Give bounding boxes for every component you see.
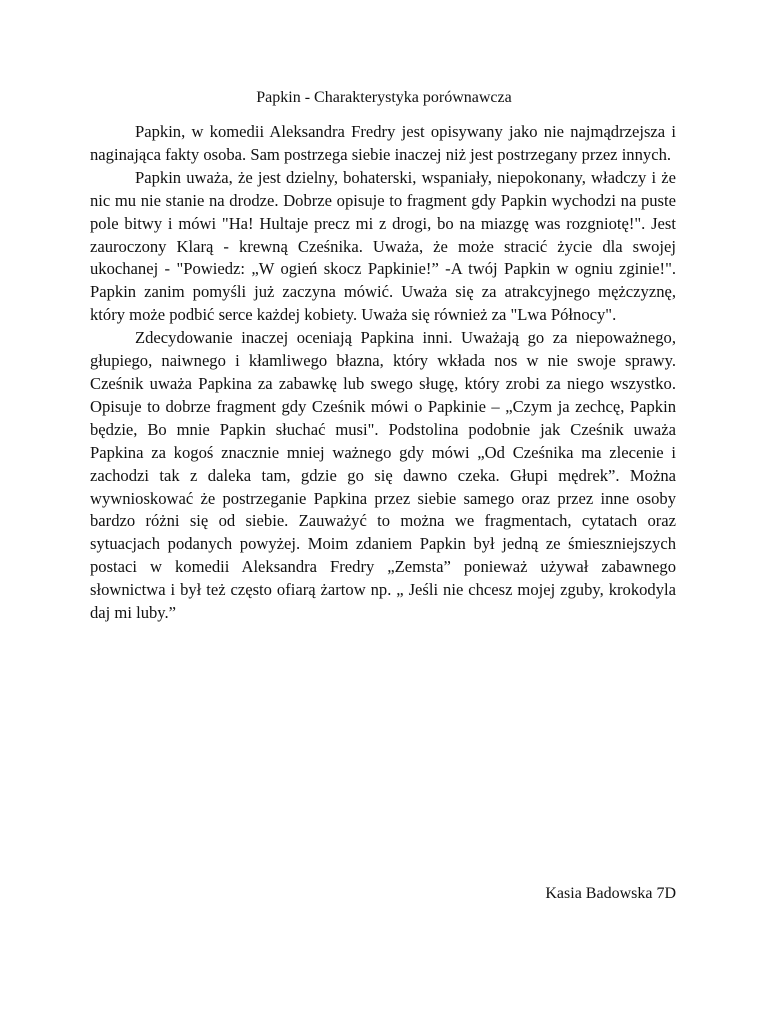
paragraph-others-perception: Zdecydowanie inaczej oceniają Papkina inni. Uważają go za niepoważnego, głupiego, naiwnego i kłamliwego błazna, który wkłada nos w nie swoje sprawy. Cześnik uważa Papkina za zabawkę lub swego sługę, który zrobi za niego wszystko. Opisuje to dobrze fragment gdy Cześnik mówi o Papkinie – „Czym ja zechcę, Papkin będzie, Bo mnie Papkin słuchać musi". Podstolina podobnie jak Cześnik uważa Papkina za kogoś znacznie mniej ważnego gdy mówi „Od Cześnika ma zlecenie i zachodzi tak z daleka tam, gdzie go się dawno czeka. Głupi mędrek”. Można wywnioskować że postrzeganie Papkina przez siebie samego oraz przez inne osoby bardzo różni się od siebie. Zauważyć to można we fragmentach, cytatach oraz sytuacjach podanych powyżej. Moim zdaniem Papkin był jedną ze śmieszniejszych postaci w komedii Aleksandra Fredry „Zemsta” ponieważ używał zabawnego słownictwa i był też często ofiarą żartow np. „ Jeśli nie chcesz mojej zguby, krokodyla daj mi luby.” [90, 328, 676, 623]
document-title: Papkin - Charakterystyka porównawcza [256, 89, 512, 106]
paragraph-intro: Papkin, w komedii Aleksandra Fredry jest opisywany jako nie najmądrzejsza i naginająca fakty osoba. Sam postrzega siebie inaczej niż jest postrzegany przez innych. [90, 122, 676, 164]
author-signature: Kasia Badowska 7D [545, 885, 676, 902]
document-body [90, 121, 676, 625]
paragraph-self-perception: Papkin uważa, że jest dzielny, bohaterski, wspaniały, niepokonany, władczy i że nic mu nie stanie na drodze. Dobrze opisuje to fragment gdy Papkin wychodzi na puste pole bitwy i mówi "Ha! Hultaje precz mi z drogi, bo na miazgę was rozgniotę!". Jest zauroczony Klarą - krewną Cześnika. Uważa, że może stracić życie dla swojej ukochanej - "Powiedz: „W ogień skocz Papkinie!” -A twój Papkin w ogniu zginie!". Papkin zanim pomyśli już zaczyna mówić. Uważa się za atrakcyjnego mężczyznę, który może podbić serce każdej kobiety. Uważa się również za "Lwa Północy". [90, 167, 676, 325]
